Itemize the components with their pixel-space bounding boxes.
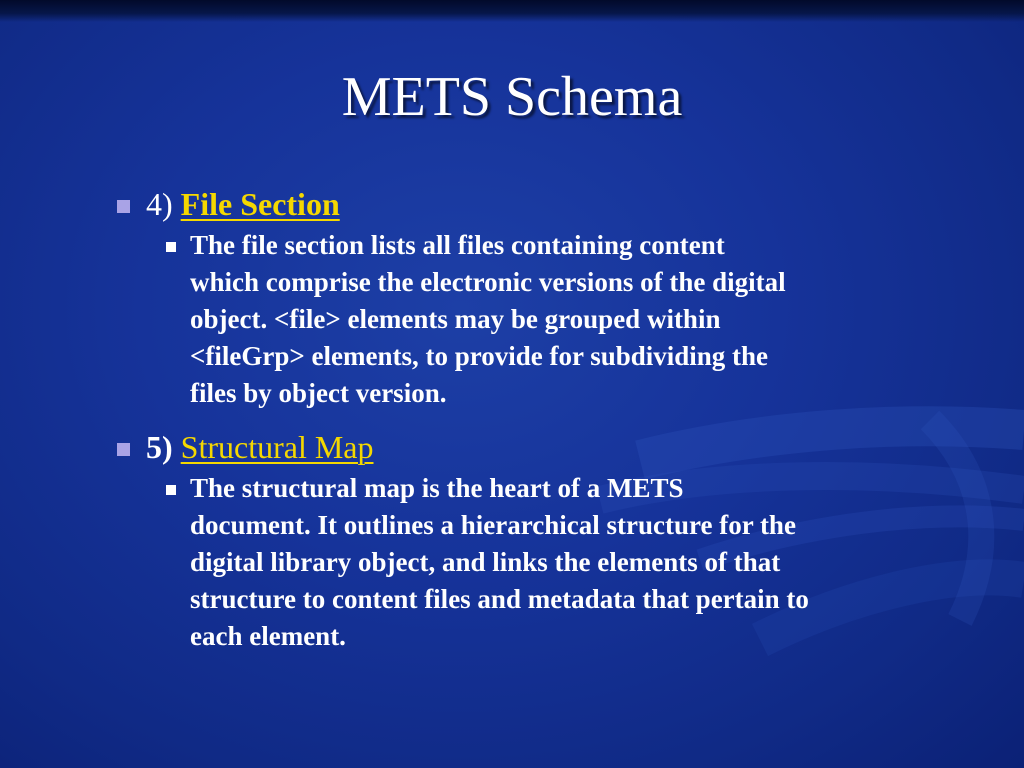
body-line: structure to content files and metadata that pertain to — [190, 584, 809, 614]
structural-map-link[interactable]: Structural Map — [180, 429, 374, 465]
bullet-item-file-section — [113, 183, 993, 225]
body-line: document. It outlines a hierarchical structure for the — [190, 510, 796, 540]
body-line: which comprise the electronic versions of the digital — [190, 267, 786, 297]
body-line: object. <file> elements may be grouped within — [190, 304, 721, 334]
body-line: <fileGrp> elements, to provide for subdividing the — [190, 341, 769, 371]
square-bullet-icon — [166, 485, 176, 495]
square-bullet-icon — [166, 242, 176, 252]
slide-content — [113, 183, 993, 669]
body-line: each element. — [190, 621, 346, 651]
square-bullet-icon — [117, 200, 130, 213]
bullet-item-structural-map — [113, 426, 993, 468]
body-line: The file section lists all files containing content — [190, 230, 725, 260]
square-bullet-icon — [117, 443, 130, 456]
sub-bullet-structural-map — [157, 470, 993, 655]
body-line: digital library object, and links the elements of that — [190, 547, 781, 577]
body-line: files by object version. — [190, 378, 447, 408]
file-section-link[interactable]: File Section — [180, 186, 340, 222]
item-number: 4) — [146, 186, 173, 222]
item-number: 5) — [146, 429, 173, 465]
body-line: The structural map is the heart of a METS — [190, 473, 684, 503]
sub-bullet-file-section — [157, 227, 993, 412]
slide-title: METS Schema — [341, 66, 683, 128]
